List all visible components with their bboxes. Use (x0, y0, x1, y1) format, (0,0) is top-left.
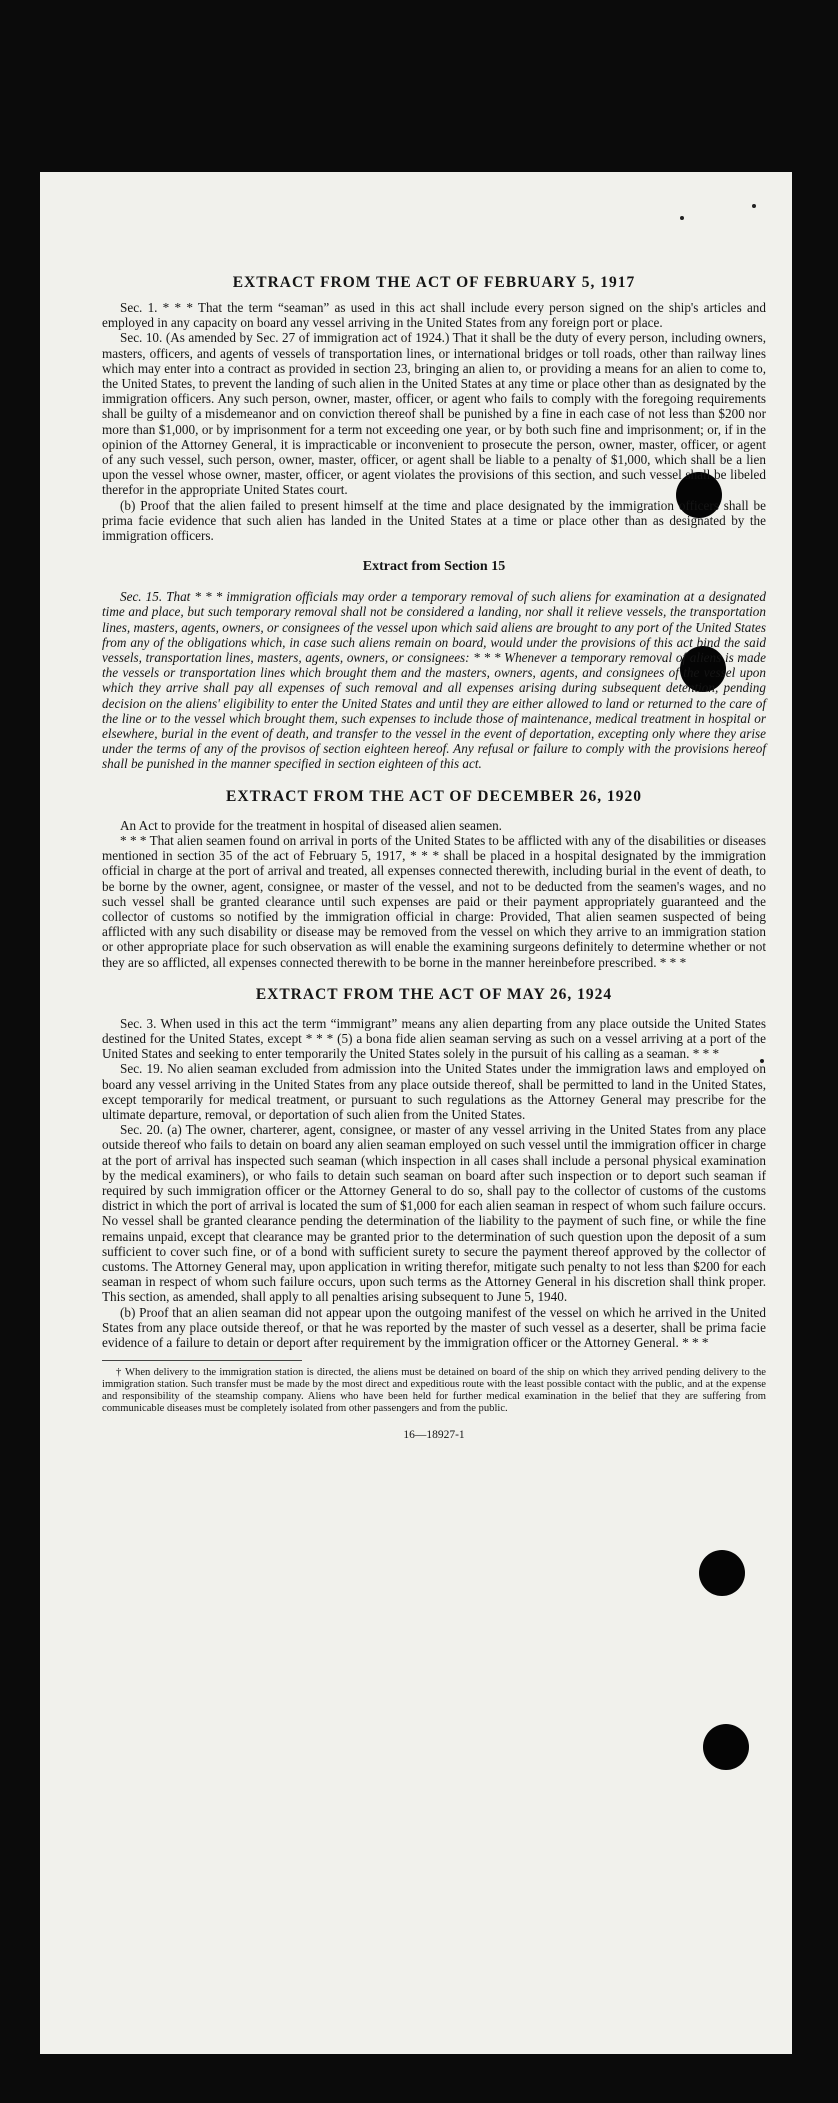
section-20a-paragraph: Sec. 20. (a) The owner, charterer, agent, consignee, or master of any vessel arriving in the United States from any place outside thereof who fails to detain on board any alien seaman employed on such vessel until the immigration officer in charge at the port of arrival has inspected such seaman (which inspection in all cases shall include a personal physical examination by the medical examiners), or who fails to detain such seaman on board after such inspection or to deport such seaman if required by such immigration officer or the Attorney General to do so, shall pay to the collector of customs of the customs district in which the port of arrival is located the sum of $1,000 for each alien seaman in respect of whom such failure occurs. No vessel shall be granted clearance pending the determination of the liability to the payment of such fine, or while the fine remains unpaid, except that clearance may be granted prior to the determination of such question upon the deposit of a sum sufficient to cover such fine, or of a bond with sufficient surety to secure the payment thereof approved by the collector of customs. The Attorney General may, upon application in writing therefor, mitigate such penalty to not less than $200 for each seaman in respect of whom such failure occurs, upon such terms as the Attorney General in his discretion shall think proper. This section, as amended, shall apply to all penalties arising subsequent to June 5, 1940. (102, 1122, 766, 1305)
heading-act-1917: EXTRACT FROM THE ACT OF FEBRUARY 5, 1917 (232, 274, 636, 291)
speck (752, 204, 756, 208)
heading-act-1920: EXTRACT FROM THE ACT OF DECEMBER 26, 1920 (226, 787, 642, 805)
document-page (40, 172, 792, 2054)
heading-act-1924: EXTRACT FROM THE ACT OF MAY 26, 1924 (255, 985, 613, 1003)
section-10-paragraph: Sec. 10. (As amended by Sec. 27 of immigration act of 1924.) That it shall be the duty of every person, including owners, masters, officers, and agents of vessels of transportation lines, or international bridges or toll roads, other than railway lines which may enter into a contract as provided in section 23, bringing an alien to, or providing a means for an alien to come to, the United States, to prevent the landing of such alien in the United States at any time or place other than as designated by the immigration officers. Any such person, owner, master, officer, or agent who fails to comply with the foregoing requirements shall be guilty of a misdemeanor and on conviction thereof shall be punished by a fine in each case of not less than $200 nor more than $1,000, or by imprisonment for a term not exceeding one year, or by both such fine and imprisonment; or, if in the opinion of the Attorney General, it is impracticable or inconvenient to prosecute the person, owner, master, officer, or agent of any such vessel, such person, owner, master, officer, or agent shall be liable to a penalty of $1,000, which shall be a lien upon the vessel whose owner, master, officer, or agent violates the provisions of this section, and such vessel shall be libeled therefor in the appropriate United States court. (102, 330, 766, 498)
footnote-divider (102, 1360, 302, 1361)
form-number: 16—18927-1 (403, 1429, 465, 1442)
section-3-paragraph: Sec. 3. When used in this act the term “immigrant” means any alien departing from any place outside the United States destined for the United States, except * * * (5) a bona fide alien seaman serving as such on a vessel arriving at a port of the United States and seeking to enter temporarily the United States solely in the pursuit of his calling as a seaman. * * * (102, 1015, 766, 1062)
speck (680, 216, 684, 220)
heading-section-15: Extract from Section 15 (362, 559, 506, 575)
section-1-paragraph: Sec. 1. * * * That the term “seaman” as used in this act shall include every person signed on the ship's articles and employed in any capacity on board any vessel arriving in the United States from any foreign port or place. (102, 300, 766, 331)
footnote (102, 1367, 766, 1415)
act-1920-paragraph: * * * That alien seamen found on arrival in ports of the United States to be afflicted with any of the disabilities or diseases mentioned in section 35 of the act of February 5, 1917, * * * shall be placed in a hospital designated by the immigration official in charge at the port of arrival and treated, all expenses connected therewith, including burial in the event of death, to be borne by the owner, agent, consignee, or master of the vessel, and not to be deducted from the seamen's wages, and no such vessel shall be granted clearance until such expenses are paid or their payment appropriately guaranteed and the collector of customs so notified by the immigration official in charge: Provided, That alien seamen suspected of being afflicted with any such disability or disease may be removed from the vessel on which they arrive to an immigration station or other appropriate place for such observation as will enable the examining surgeons definitely to determine whether or not they are so afflicted, all expenses connected therewith to be borne in the manner hereinbefore prescribed. * * * (102, 832, 766, 970)
section-10b-paragraph: (b) Proof that the alien failed to present himself at the time and place designated by the immigration officers shall be prima facie evidence that such alien has landed in the United States at a time or place other than as designated by the immigration officers. (102, 497, 766, 544)
act-1920-title: An Act to provide for the treatment in hospital of diseased alien seamen. (120, 817, 502, 833)
section-19-paragraph: Sec. 19. No alien seaman excluded from admission into the United States under the immigration laws and employed on board any vessel arriving in the United States from any place outside thereof, shall be permitted to land in the United States, except temporarily for medical treatment, or pursuant to such regulations as the Attorney General may prescribe for the ultimate departure, removal, or deportation of such alien from the United States. (102, 1061, 766, 1122)
document-body (102, 274, 766, 1441)
section-15-paragraph: Sec. 15. That * * * immigration officials may order a temporary removal of such aliens for examination at a designated time and place, but such temporary removal shall not be considered a landing, nor shall it relieve vessels, the transportation lines, masters, agents, owners, or consignees of the vessel upon which said aliens are brought to any port of the United States from any of the obligations which, in case such aliens remain on board, would under the provisions of this act bind the said vessels, transportation lines, masters, agents, owners, or consignees: * * * Whenever a temporary removal of aliens is made the vessels or transportation lines which brought them and the masters, owners, agents, and consignees of the vessel upon which they arrive shall pay all expenses of such removal and all expenses arising during subsequent detention, pending decision on the aliens' eligibility to enter the United States and until they are either allowed to land or returned to the care of the line or to the vessel which brought them, such expenses to include those of maintenance, medical treatment in hospital or elsewhere, burial in the event of death, and transfer to the vessel in the event of deportation, excepting only where they arise under the terms of any of the provisos of section eighteen hereof. Any refusal or failure to comply with the provisions hereof shall be punished in the manner specified in section eighteen of this act. (102, 589, 766, 772)
punch-hole-4 (703, 1724, 749, 1770)
punch-hole-3 (699, 1550, 745, 1596)
footnote-text: † When delivery to the immigration station is directed, the aliens must be detained on board of the ship on which they arrived pending delivery to the immigration station. Such transfer must be made by the most direct and expeditious route with the least possible contact with the public, and at the expense and responsibility of the steamship company. Aliens who have been held for further medical examination in the belief that they are suffering from communicable diseases must be completely isolated from other passengers and from the public. (102, 1367, 766, 1415)
section-20b-paragraph: (b) Proof that an alien seaman did not appear upon the outgoing manifest of the vessel on which he arrived in the United States from any place outside thereof, or that he was reported by the master of such vessel as a deserter, shall be prima facie evidence of a failure to detain or deport after requirement by the immigration officer or the Attorney General. * * * (102, 1304, 766, 1350)
